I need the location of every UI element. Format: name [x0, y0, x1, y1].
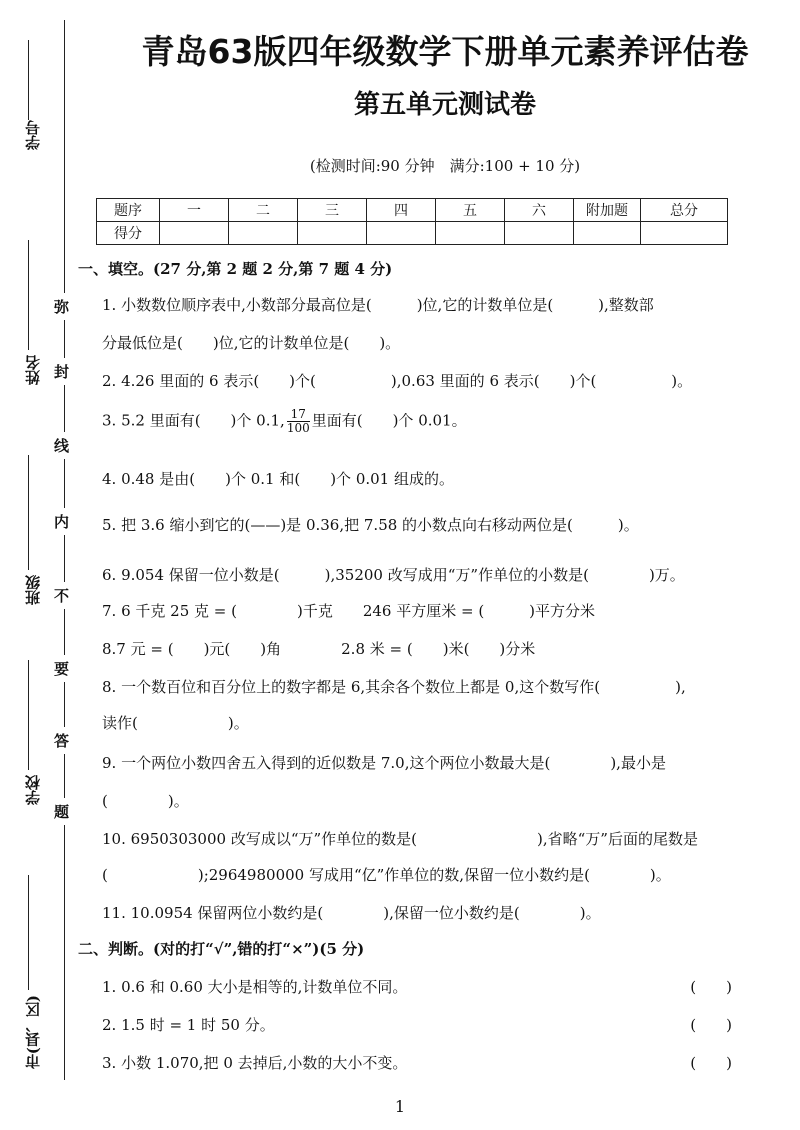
score-cell: 题序: [97, 199, 160, 222]
score-cell: 得分: [97, 222, 160, 245]
question-10-line2: ( );2964980000 写成用“亿”作单位的数,保留一位小数约是( )。: [102, 866, 671, 884]
question-10-line1: 10. 6950303000 改写成以“万”作单位的数是( ),省略“万”后面的尾数是: [102, 830, 698, 848]
judge-item: [102, 1052, 762, 1073]
question-8-line2: 读作( )。: [102, 714, 249, 732]
page-title: 青岛63版四年级数学下册单元素养评估卷: [141, 32, 749, 71]
judge-answer-blank[interactable]: ( ): [690, 978, 732, 996]
seal-char: 答: [54, 727, 69, 754]
seal-char: 不: [54, 582, 69, 609]
field-school: 学校: [24, 775, 42, 805]
score-input[interactable]: [367, 222, 436, 245]
question-11: 11. 10.0954 保留两位小数约是( ),保留一位小数约是( )。: [102, 904, 601, 922]
question-2: 2. 4.26 里面的 6 表示( )个( ),0.63 里面的 6 表示( )个( )。: [102, 372, 693, 390]
score-table: [96, 198, 728, 245]
seal-char: 内: [54, 508, 69, 535]
field-student-id: 学号: [24, 120, 42, 150]
field-line: [28, 40, 29, 120]
field-line: [28, 660, 29, 770]
field-name: 姓名: [24, 355, 42, 385]
judge-item: [102, 976, 762, 997]
exam-info: (检测时间:90 分钟 满分:100 + 10 分): [309, 157, 581, 175]
field-line: [28, 455, 29, 570]
field-line: [28, 240, 29, 350]
score-header-row: [97, 199, 728, 222]
judge-item-text: 1. 0.6 和 0.60 大小是相等的,计数单位不同。: [102, 978, 408, 996]
field-class: 班级: [24, 575, 42, 605]
score-input[interactable]: [574, 222, 641, 245]
page-subtitle: 第五单元测试卷: [353, 90, 536, 120]
fraction-numerator: 17: [287, 408, 310, 422]
question-7-line1: 7. 6 千克 25 克 = ( )千克 246 平方厘米 = ( )平方分米: [102, 602, 596, 620]
question-1-line2: 分最低位是( )位,它的计数单位是( )。: [102, 334, 401, 352]
judge-item: [102, 1014, 762, 1035]
score-cell: 总分: [641, 199, 728, 222]
question-9-line2: ( )。: [102, 792, 189, 810]
score-input[interactable]: [505, 222, 574, 245]
score-value-row: [97, 222, 728, 245]
fraction: [287, 408, 310, 435]
score-cell: 五: [436, 199, 505, 222]
question-3-part-a: 3. 5.2 里面有( )个 0.1,: [102, 411, 285, 430]
score-cell: 六: [505, 199, 574, 222]
page-number: 1: [394, 1097, 406, 1116]
question-5: 5. 把 3.6 缩小到它的(——)是 0.36,把 7.58 的小数点向右移动两位是( )。: [102, 516, 639, 534]
score-input[interactable]: [298, 222, 367, 245]
section-heading: 二、判断。(对的打“√”,错的打“×”)(5 分): [78, 940, 365, 958]
judge-answer-blank[interactable]: ( ): [690, 1016, 732, 1034]
score-input[interactable]: [229, 222, 298, 245]
question-9-line1: 9. 一个两位小数四舍五入得到的近似数是 7.0,这个两位小数最大是( ),最小是: [102, 754, 666, 772]
question-1-line1: 1. 小数数位顺序表中,小数部分最高位是( )位,它的计数单位是( ),整数部: [102, 296, 654, 314]
score-input[interactable]: [160, 222, 229, 245]
seal-char: 要: [54, 655, 69, 682]
question-3: [102, 408, 762, 435]
question-3-part-b: 里面有( )个 0.01。: [311, 411, 467, 430]
score-cell: 附加题: [574, 199, 641, 222]
question-7-line2: 8.7 元 = ( )元( )角 2.8 米 = ( )米( )分米: [102, 640, 536, 658]
field-city: 市(县、区): [24, 995, 42, 1070]
seal-char: 线: [54, 432, 69, 459]
seal-char: 题: [54, 798, 69, 825]
seal-char: 弥: [54, 293, 69, 320]
score-cell: 一: [160, 199, 229, 222]
question-6: 6. 9.054 保留一位小数是( ),35200 改写成用“万”作单位的小数是( )万。: [102, 566, 685, 584]
section-heading: 一、填空。(27 分,第 2 题 2 分,第 7 题 4 分): [78, 260, 393, 278]
judge-item-text: 2. 1.5 时 = 1 时 50 分。: [102, 1016, 275, 1034]
fraction-denominator: 100: [286, 421, 310, 435]
score-cell: 二: [229, 199, 298, 222]
judge-item-text: 3. 小数 1.070,把 0 去掉后,小数的大小不变。: [102, 1054, 408, 1072]
seal-char: 封: [54, 358, 69, 385]
question-4: 4. 0.48 是由( )个 0.1 和( )个 0.01 组成的。: [102, 470, 454, 488]
binding-margin: [0, 0, 90, 1130]
question-8-line1: 8. 一个数百位和百分位上的数字都是 6,其余各个数位上都是 0,这个数写作( ),: [102, 678, 686, 696]
score-cell: 四: [367, 199, 436, 222]
field-line: [28, 875, 29, 990]
score-input[interactable]: [436, 222, 505, 245]
score-cell: 三: [298, 199, 367, 222]
score-input[interactable]: [641, 222, 728, 245]
judge-answer-blank[interactable]: ( ): [690, 1054, 732, 1072]
binding-line: [64, 20, 65, 1080]
